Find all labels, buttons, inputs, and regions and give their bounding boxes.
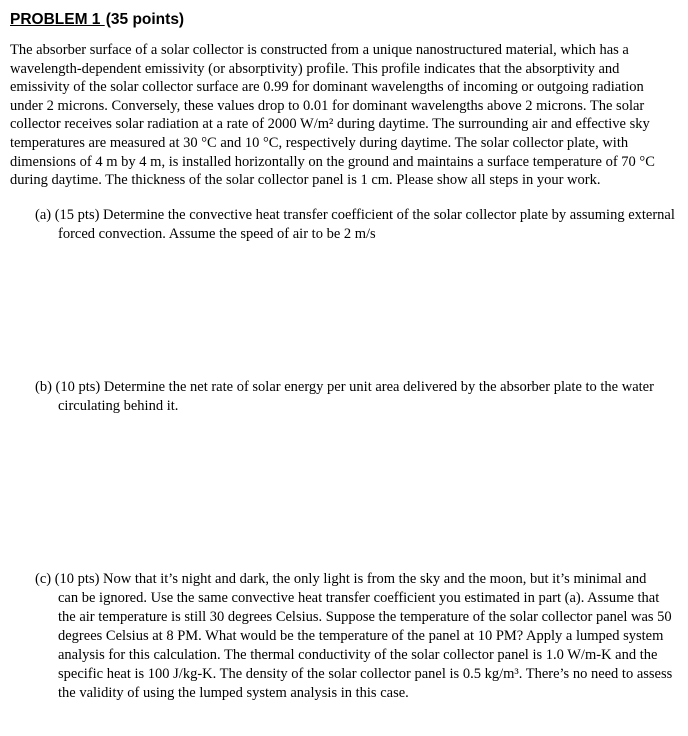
intro-line: under 2 microns. Conversely, these values drop to 0.01 for dominant wavelengths above 2 microns. The solar <box>10 97 645 114</box>
intro-line: emissivity of the solar collector surface are 0.99 for dominant wavelengths of incoming or outgoing radiation <box>10 79 644 96</box>
problem-intro <box>10 41 682 190</box>
part-a-question <box>35 206 683 244</box>
part-c-line: degrees Celsius at 8 PM. What would be the temperature of the panel at 10 PM? Apply a lumped system <box>58 628 664 644</box>
part-c-line: can be ignored. Use the same convective heat transfer coefficient you estimated in part (a). Assume that <box>58 590 660 606</box>
part-b-line: circulating behind it. <box>58 398 179 414</box>
part-a-line: (a) (15 pts) Determine the convective heat transfer coefficient of the solar collector plate by assuming external <box>35 207 675 223</box>
part-c-line: the air temperature is still 30 degrees Celsius. Suppose the temperature of the solar collector panel was 50 <box>58 609 672 625</box>
part-c-line: (c) (10 pts) Now that it’s night and dark, the only light is from the sky and the moon, but it’s minimal and <box>35 571 647 587</box>
part-c-line: specific heat is 100 J/kg-K. The density of the solar collector panel is 0.5 kg/m³. There’s no need to assess <box>58 666 673 682</box>
part-a-line: forced convection. Assume the speed of air to be 2 m/s <box>58 226 376 242</box>
part-c-line: analysis for this calculation. The thermal conductivity of the solar collector panel is 1.0 W/m-K and the <box>58 647 658 663</box>
part-b-question <box>35 378 683 416</box>
intro-line: wavelength-dependent emissivity (or absorptivity) profile. This profile indicates that the absorptivity and <box>10 60 620 77</box>
part-b-line: (b) (10 pts) Determine the net rate of solar energy per unit area delivered by the absorber plate to the water <box>35 379 654 395</box>
part-c-question <box>35 570 683 703</box>
problem-title <box>10 11 184 29</box>
intro-line: collector receives solar radiation at a rate of 2000 W/m² during daytime. The surrounding air and effective sky <box>10 116 650 133</box>
problem-points: (35 points) <box>105 11 185 28</box>
intro-line: temperatures are measured at 30 °C and 10 °C, respectively during daytime. The solar collector plate, with <box>10 134 629 151</box>
intro-line: dimensions of 4 m by 4 m, is installed horizontally on the ground and maintains a surface temperature of 70 °C <box>10 153 655 170</box>
problem-number: PROBLEM 1 <box>10 11 105 28</box>
part-c-line: the validity of using the lumped system analysis in this case. <box>58 685 409 701</box>
intro-line: during daytime. The thickness of the solar collector panel is 1 cm. Please show all steps in your work. <box>10 172 601 189</box>
intro-line: The absorber surface of a solar collector is constructed from a unique nanostructured material, which has a <box>10 42 629 58</box>
